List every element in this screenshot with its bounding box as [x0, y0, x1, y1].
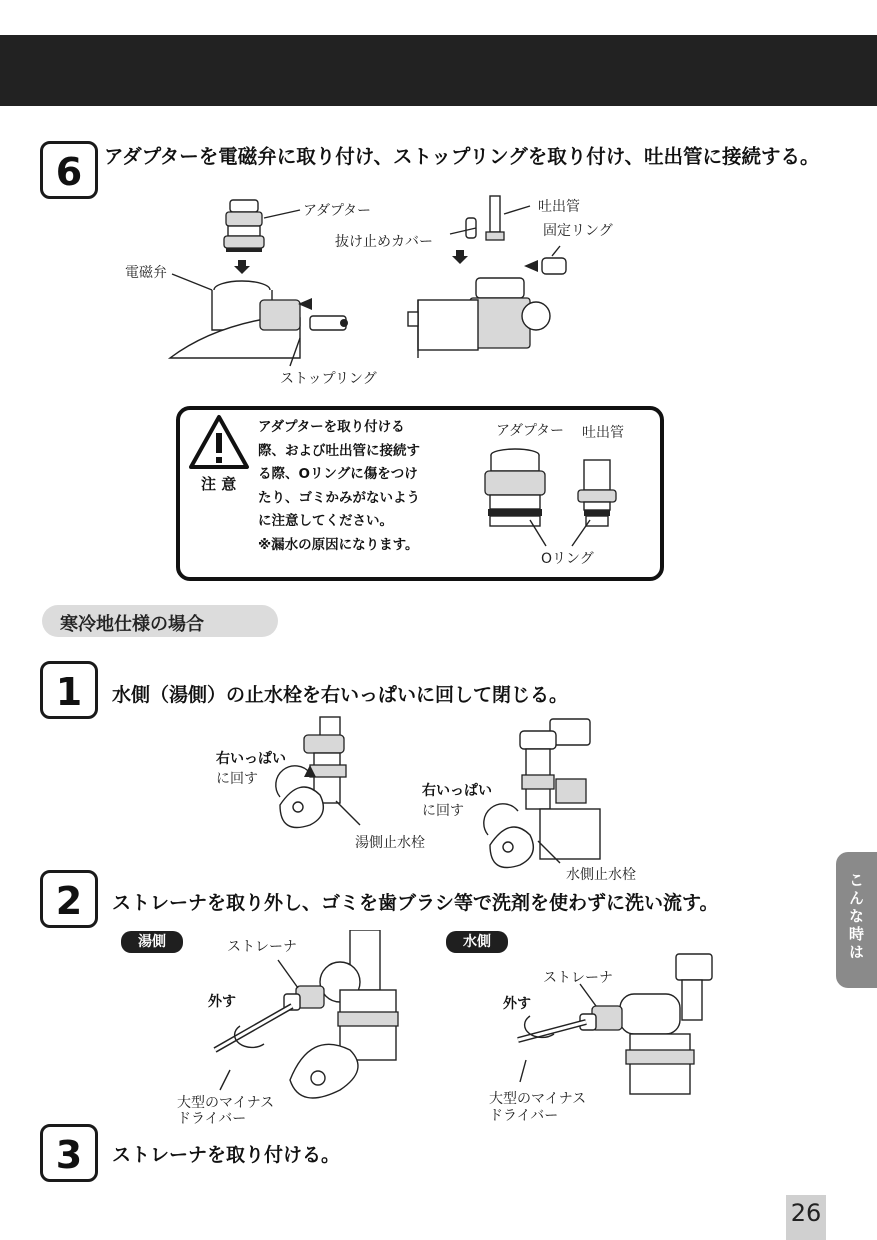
label-stop-ring: ストップリング — [280, 371, 377, 387]
step-2-badge — [40, 870, 98, 928]
caution-line: 際、および吐出管に接続す — [258, 442, 420, 459]
cold-region-heading: 寒冷地仕様の場合 — [60, 614, 204, 635]
hot-driver-label-1: 大型のマイナス — [177, 1095, 275, 1111]
label-solenoid: 電磁弁 — [125, 265, 167, 281]
header-bar — [0, 35, 877, 106]
caution-line: アダプターを取り付ける — [258, 419, 405, 435]
step-6-number: 6 — [55, 150, 83, 194]
step-6-title: アダプターを電磁弁に取り付け、ストップリングを取り付け、吐出管に接続する。 — [104, 145, 820, 168]
hot-valve-label: 湯側止水栓 — [355, 835, 425, 851]
label-adapter: アダプター — [303, 203, 372, 219]
caution-text — [258, 416, 453, 557]
warning-triangle-icon — [187, 413, 251, 471]
step-2-number: 2 — [55, 879, 83, 923]
cold-valve-label: 水側止水栓 — [566, 867, 636, 883]
caution-label-adapter: アダプター — [496, 423, 565, 439]
side-tab-label: こんな時は — [847, 872, 865, 962]
caution-line: に注意してください。 — [258, 513, 393, 529]
caution-oring-illustration — [480, 440, 630, 550]
caution-heading: 注 意 — [201, 475, 237, 493]
cold-driver-label-2: ドライバー — [489, 1108, 559, 1124]
cold-turn-label-bold: 右いっぱい — [422, 783, 492, 799]
hot-turn-label: に回す — [216, 771, 258, 787]
caution-label-oring: Oリング — [541, 551, 594, 567]
caution-line: ※漏水の原因になります。 — [258, 536, 419, 553]
step-3-title: ストレーナを取り付ける。 — [112, 1144, 341, 1166]
hot-driver-label-2: ドライバー — [177, 1111, 247, 1127]
side-tab-troubleshooting[interactable] — [836, 852, 877, 988]
step-2-illustration — [200, 930, 720, 1120]
caution-line: たり、ゴミかみがないよう — [258, 489, 420, 506]
hot-side-tag: 湯側 — [121, 931, 183, 953]
caution-line: る際、Oリングに傷をつけ — [258, 466, 418, 482]
caution-label-pipe: 吐出管 — [582, 425, 624, 441]
step-6-illustration — [160, 188, 640, 388]
label-fixing-ring: 固定リング — [543, 223, 613, 239]
hot-strainer-label: ストレーナ — [227, 939, 297, 955]
page-number: 26 — [790, 1199, 822, 1227]
step-2-title: ストレーナを取り外し、ゴミを歯ブラシ等で洗剤を使わずに洗い流す。 — [112, 892, 719, 914]
cold-side-tag: 水側 — [446, 931, 508, 953]
step-3-number: 3 — [55, 1133, 83, 1177]
step-1-title: 水側（湯側）の止水栓を右いっぱいに回して閉じる。 — [112, 684, 569, 706]
step-1-number: 1 — [55, 670, 83, 714]
step-3-badge — [40, 1124, 98, 1182]
hot-remove-label: 外す — [208, 994, 236, 1010]
cold-remove-label: 外す — [503, 996, 531, 1012]
label-retaining-cover: 抜け止めカバー — [335, 234, 433, 250]
cold-turn-label: に回す — [422, 803, 464, 819]
hot-turn-label-bold: 右いっぱい — [216, 751, 286, 767]
step-6-badge — [40, 141, 98, 199]
cold-strainer-label: ストレーナ — [543, 970, 613, 986]
cold-driver-label-1: 大型のマイナス — [489, 1091, 587, 1107]
step-1-badge — [40, 661, 98, 719]
label-discharge-pipe: 吐出管 — [538, 199, 580, 215]
